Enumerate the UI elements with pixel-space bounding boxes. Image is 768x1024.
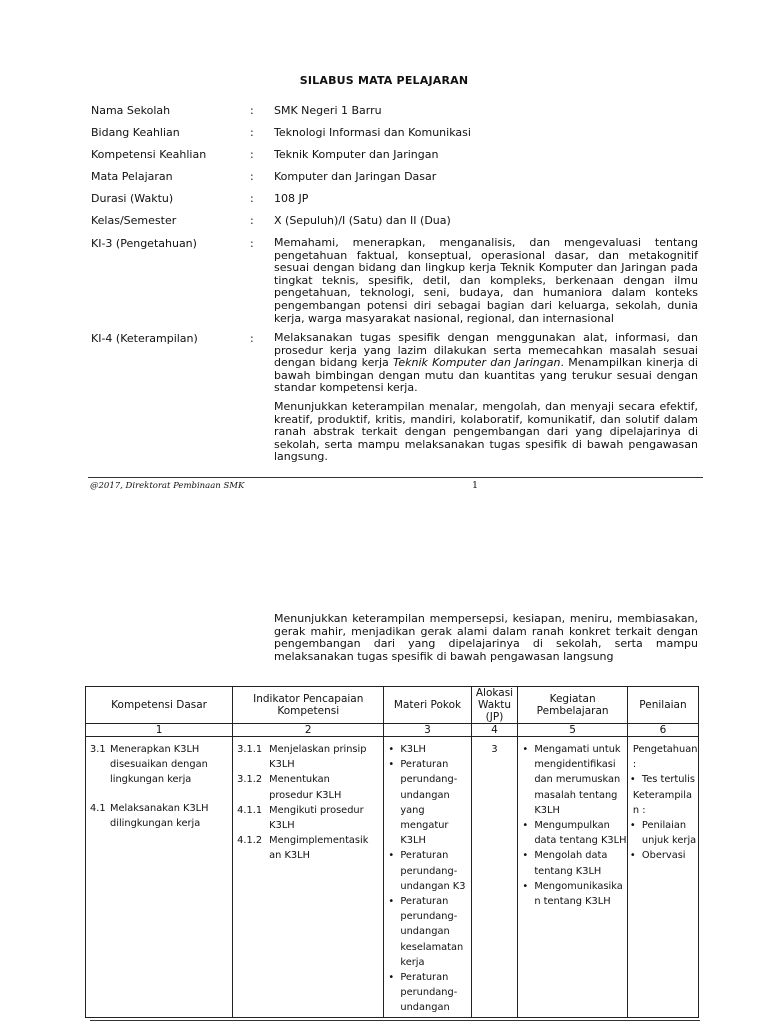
kd-item xyxy=(86,801,232,831)
info-label: Kelas/Semester xyxy=(91,214,177,227)
indikator-number: 3.1.1 xyxy=(237,744,263,755)
kegiatan-cell xyxy=(518,737,628,1018)
alokasi-waktu-cell xyxy=(471,737,518,1018)
info-colon: : xyxy=(250,126,254,139)
penilaian-item: • Tes tertulis xyxy=(630,772,698,787)
ki4-para3: Menunjukkan keterampilan mempersepsi, kesiapan, meniru, membiasakan, gerak mahir, menjadikan gerak alami dalam ranah konkret terkait dengan pengembangan dari yang dipelajarinya di sekolah, serta mampu melaksanakan tugas spesifik di bawah pengawasan langsung xyxy=(274,612,698,663)
indikator-text: Menjelaskan prinsip K3LH xyxy=(269,744,367,771)
footer-page-number: 1 xyxy=(472,480,479,491)
info-label: Durasi (Waktu) xyxy=(91,192,174,205)
penilaian-cell xyxy=(627,737,698,1018)
ki3-label: KI-3 (Pengetahuan) xyxy=(91,237,197,250)
indikator-number: 3.1.2 xyxy=(237,774,263,786)
penilaian-pengetahuan-label: Pengetahuan : xyxy=(632,744,698,771)
header-kegiatan: Kegiatan Pembelajaran xyxy=(518,687,628,724)
info-colon: : xyxy=(250,104,254,117)
kegiatan-item: • Mengomunikasikan tentang K3LH xyxy=(522,879,627,909)
penilaian-item: • Penilaian unjuk kerja xyxy=(630,818,698,848)
table-row xyxy=(86,737,699,1018)
column-number: 3 xyxy=(384,724,471,737)
kd-item xyxy=(86,742,232,788)
column-number: 2 xyxy=(233,724,384,737)
kd-number: 3.1 xyxy=(90,744,106,755)
ki4-para1 xyxy=(274,332,698,395)
info-value: SMK Negeri 1 Barru xyxy=(274,104,382,117)
info-value: Teknologi Informasi dan Komunikasi xyxy=(274,126,471,139)
info-value: Teknik Komputer dan Jaringan xyxy=(274,148,439,161)
ki4-label: KI-4 (Keterampilan) xyxy=(91,332,198,345)
column-number: 6 xyxy=(627,724,698,737)
materi-item: • Peraturan perundang-undangan K3 xyxy=(388,848,470,894)
column-number: 4 xyxy=(471,724,518,737)
kegiatan-item: • Mengolah data tentang K3LH xyxy=(522,848,627,878)
penilaian-keterampilan-label: Keterampilan : xyxy=(632,789,692,816)
header-kompetensi-dasar: Kompetensi Dasar xyxy=(86,687,233,724)
syllabus-table xyxy=(85,686,699,1018)
ki3-text: Memahami, menerapkan, menganalisis, dan mengevaluasi tentang pengetahuan faktual, konseptual, operasional dasar, dan metakognitif sesuai dengan bidang dan lingkup kerja Teknik Komputer dan Jaringan pada tingkat teknis, spesifik, detil, dan kompleks, berkenaan dengan ilmu pengetahuan, teknologi, seni, budaya, dan humaniora dalam konteks pengembangan potensi diri sebagai bagian dari keluarga, sekolah, dunia kerja, warga masyarakat nasional, regional, dan internasional xyxy=(274,236,698,325)
penilaian-pengetahuan-list xyxy=(628,772,698,787)
info-colon: : xyxy=(250,214,254,227)
ki4-para1-italic: Teknik Komputer dan Jaringan xyxy=(393,356,561,370)
indikator-number: 4.1.1 xyxy=(237,804,263,816)
ki4-para2: Menunjukkan keterampilan menalar, mengolah, dan menyaji secara efektif, kreatif, produktif, kritis, mandiri, kolaboratif, komunikatif, dan solutif dalam ranah abstrak terkait dengan pengembangan dari yang dipelajarinya di sekolah, serta mampu melaksanakan tugas spesifik di bawah pengawasan langsung. xyxy=(274,400,698,464)
kegiatan-list xyxy=(518,742,627,909)
header-penilaian: Penilaian xyxy=(627,687,698,724)
info-value: X (Sepuluh)/I (Satu) dan II (Dua) xyxy=(274,214,451,227)
materi-item: • K3LH xyxy=(388,742,470,757)
kd-number: 4.1 xyxy=(90,802,106,814)
materi-item: • Peraturan perundang-undangan yang mengatur K3LH xyxy=(388,757,470,848)
materi-list xyxy=(384,742,470,1016)
kompetensi-dasar-cell xyxy=(86,737,233,1018)
info-colon: : xyxy=(250,192,254,205)
indikator-item xyxy=(233,742,383,772)
ki4-para1-end: . Menampilkan kinerja di bawah bimbingan dengan mutu dan kuantitas yang terukur sesuai dengan standar kompetensi kerja. xyxy=(274,356,698,395)
footer-copyright: @2017, Direktorat Pembinaan SMK xyxy=(90,481,245,491)
penilaian-item: • Obervasi xyxy=(630,848,698,863)
footer-rule xyxy=(88,477,703,478)
header-alokasi-waktu: Alokasi Waktu (JP) xyxy=(471,687,518,724)
header-materi-pokok: Materi Pokok xyxy=(384,687,471,724)
ki4-para1-start: Melaksanakan tugas spesifik dengan menggunakan alat, informasi, dan prosedur kerja yang lazim dilakukan serta memecahkan masalah sesuai dengan bidang kerja xyxy=(274,331,698,370)
kd-text: Melaksanakan K3LH dilingkungan kerja xyxy=(110,802,209,829)
kd-text: Menerapkan K3LH disesuaikan dengan lingkungan kerja xyxy=(110,744,208,786)
info-label: Kompetensi Keahlian xyxy=(91,148,207,161)
materi-pokok-cell xyxy=(384,737,471,1018)
info-colon: : xyxy=(250,332,254,345)
indikator-text: Mengikuti prosedur K3LH xyxy=(269,804,364,832)
indikator-item xyxy=(233,803,383,833)
info-value: 108 JP xyxy=(274,192,309,205)
kegiatan-item: • Mengamati untuk mengidentifikasi dan merumuskan masalah tentang K3LH xyxy=(522,742,627,818)
indikator-text: Menentukan prosedur K3LH xyxy=(269,774,342,801)
table-header-row xyxy=(86,687,699,724)
indikator-text: Mengimplementasikan K3LH xyxy=(269,835,369,862)
info-colon: : xyxy=(250,170,254,183)
document-title: SILABUS MATA PELAJARAN xyxy=(299,74,469,87)
info-value: Komputer dan Jaringan Dasar xyxy=(274,170,437,183)
kegiatan-item: • Mengumpulkan data tentang K3LH xyxy=(522,818,627,848)
info-colon: : xyxy=(250,148,254,161)
header-indikator: Indikator Pencapaian Kompetensi xyxy=(233,687,384,724)
penilaian-keterampilan-list xyxy=(628,818,698,864)
column-number: 5 xyxy=(518,724,628,737)
indikator-cell xyxy=(233,737,384,1018)
info-label: Bidang Keahlian xyxy=(91,126,180,139)
alokasi-value: 3 xyxy=(491,744,498,755)
indikator-item xyxy=(233,772,383,802)
info-label: Mata Pelajaran xyxy=(91,170,173,183)
indikator-item xyxy=(233,833,383,863)
materi-item: • Peraturan perundang-undangan keselamatan kerja xyxy=(388,894,470,970)
table-number-row xyxy=(86,724,699,737)
info-label: Nama Sekolah xyxy=(91,104,171,117)
indikator-number: 4.1.2 xyxy=(237,835,263,847)
bottom-rule xyxy=(90,1020,700,1021)
info-colon: : xyxy=(250,237,254,250)
materi-item: • Peraturan perundang-undangan xyxy=(388,970,470,1016)
column-number: 1 xyxy=(86,724,233,737)
